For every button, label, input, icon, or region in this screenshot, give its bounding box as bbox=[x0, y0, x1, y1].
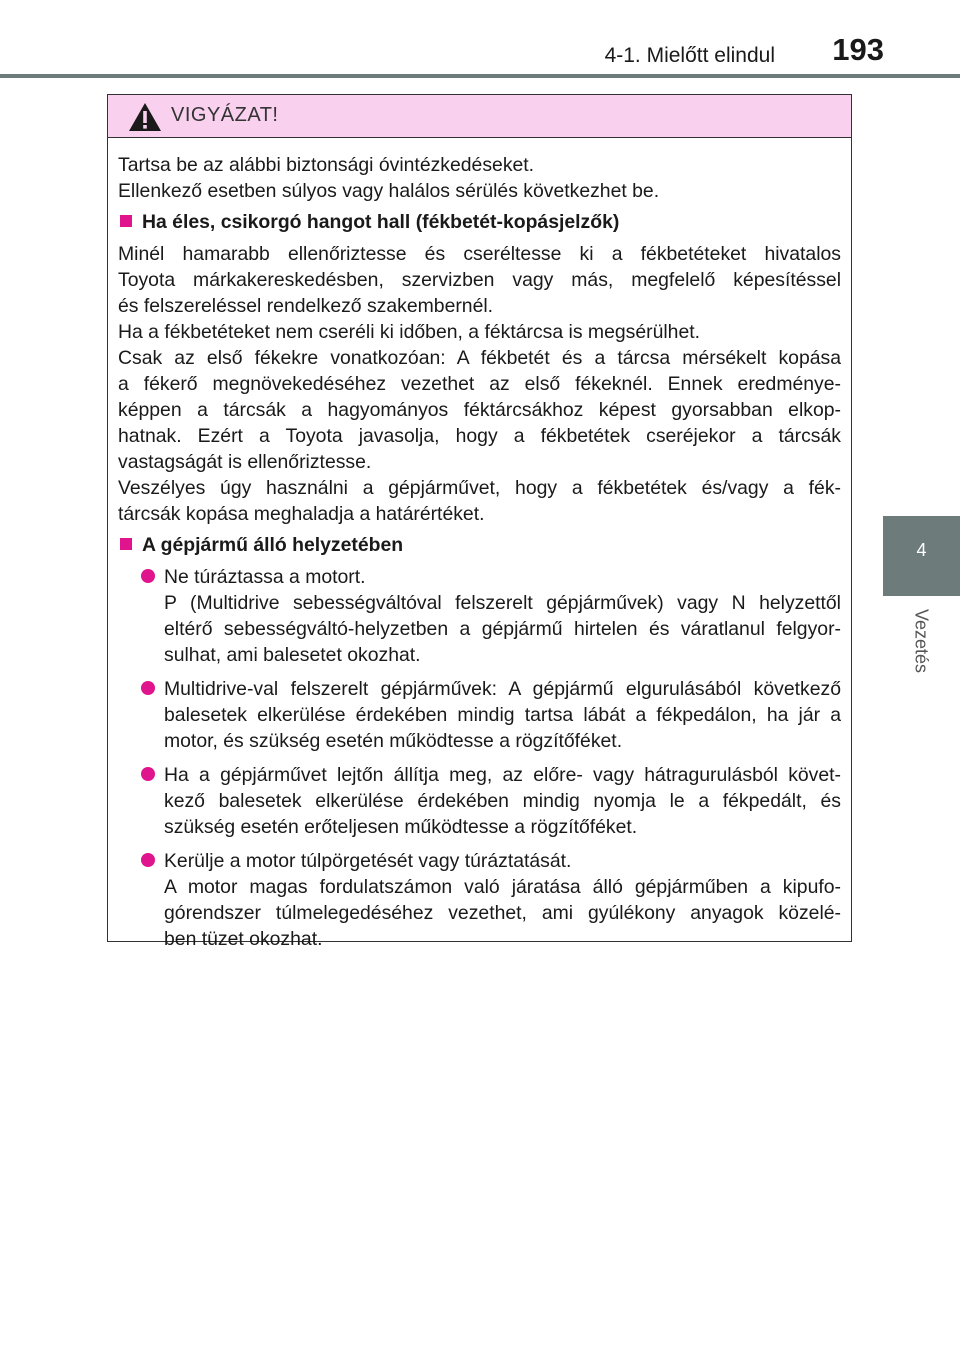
chapter-label: Vezetés bbox=[911, 608, 932, 674]
text-line: Ne túráztassa a motort. bbox=[164, 566, 366, 588]
text-line: tárcsák kopása meghaladja a határértéket. bbox=[118, 503, 485, 525]
circle-bullet-icon bbox=[141, 767, 155, 781]
text-line: Veszélyes úgy használni a gépjárművet, hogy a fékbetétek és/vagy a fék- bbox=[118, 477, 841, 499]
text-line: hatnak. Ezért a Toyota javasolja, hogy a fékbetétek cseréjekor a tárcsák bbox=[118, 425, 841, 447]
text-line: Ha a fékbetéteket nem cseréli ki időben, a féktárcsa is megsérülhet. bbox=[118, 321, 701, 343]
text-line: A motor magas fordulatszámon való járatása álló gépjárműben a kipufo- bbox=[164, 876, 841, 898]
text-line: képpen a tárcsák a hagyományos féktárcsákhoz képest gyorsabban elkop- bbox=[118, 399, 841, 421]
text-line: szükség esetén erőteljesen működtesse a rögzítőféket. bbox=[164, 816, 638, 838]
section-heading bbox=[118, 532, 841, 558]
text-line: Multidrive-val felszerelt gépjárművek: A gépjármű elgurulásából következő bbox=[164, 678, 841, 700]
section-heading-text: Ha éles, csikorgó hangot hall (fékbetét-kopásjelzők) bbox=[142, 211, 620, 233]
header-rule bbox=[0, 74, 960, 78]
circle-bullet-icon bbox=[141, 569, 155, 583]
text-line: Tartsa be az alábbi biztonsági óvintézkedéseket. bbox=[118, 154, 535, 176]
text-line: Kerülje a motor túlpörgetését vagy túráztatását. bbox=[164, 850, 572, 872]
circle-bullet-icon bbox=[141, 853, 155, 867]
paragraph bbox=[118, 345, 841, 475]
paragraph bbox=[118, 241, 841, 345]
chapter-tab[interactable] bbox=[883, 516, 960, 596]
section-heading-text: A gépjármű álló helyzetében bbox=[142, 534, 404, 556]
caution-box bbox=[107, 94, 852, 950]
text-line: Ellenkező esetben súlyos vagy halálos sérülés következhet be. bbox=[118, 180, 660, 202]
text-line: P (Multidrive sebességváltóval felszerelt gépjárművek) vagy N helyzettől bbox=[164, 592, 841, 614]
chapter-number: 4 bbox=[916, 540, 927, 560]
text-line: motor, és szükség esetén működtesse a rögzítőféket. bbox=[164, 730, 623, 752]
text-line: górendszer túlmelegedéséhez vezethet, ami gyúlékony anyagok közelé- bbox=[164, 902, 841, 924]
header-section-title: 4-1. Mielőtt elindul bbox=[604, 44, 775, 67]
square-icon bbox=[120, 538, 132, 550]
list-item bbox=[142, 848, 841, 952]
paragraph bbox=[118, 475, 841, 527]
text-line: Minél hamarabb ellenőriztesse és cseréltesse ki a fékbetéteket hivatalos bbox=[118, 243, 841, 265]
text-line: balesetek elkerülése érdekében mindig tartsa lábát a fékpedálon, ha jár a bbox=[164, 704, 841, 726]
text-line: ben tüzet okozhat. bbox=[164, 928, 323, 950]
page-number: 193 bbox=[832, 32, 884, 67]
text-line: és felszereléssel rendelkező szakembernél. bbox=[118, 295, 494, 317]
text-line: Csak az első fékekre vonatkozóan: A fékbetét és a tárcsa mérsékelt kopása bbox=[118, 347, 841, 369]
list-item bbox=[142, 564, 841, 668]
text-line: vastagságát is ellenőriztesse. bbox=[118, 451, 372, 473]
text-line: eltérő sebességváltó-helyzetben a gépjármű hirtelen és váratlanul felgyor- bbox=[164, 618, 841, 640]
text-line: sulhat, ami balesetet okozhat. bbox=[164, 644, 421, 666]
list-item bbox=[142, 676, 841, 754]
circle-bullet-icon bbox=[141, 681, 155, 695]
intro-text bbox=[118, 152, 841, 204]
caution-title: VIGYÁZAT! bbox=[171, 104, 279, 126]
text-line: kező balesetek elkerülése érdekében mindig nyomja le a fékpedált, és bbox=[164, 790, 841, 812]
text-line: Toyota márkakereskedésben, szervizben vagy más, megfelelő képesítéssel bbox=[118, 269, 841, 291]
caution-body bbox=[108, 138, 851, 952]
square-icon bbox=[120, 215, 132, 227]
text-line: a fékerő megnövekedéséhez vezethet az első fékeknél. Ennek eredménye- bbox=[118, 373, 841, 395]
list-item bbox=[142, 762, 841, 840]
warning-triangle-icon bbox=[128, 102, 162, 132]
caution-header bbox=[108, 95, 851, 138]
section-heading bbox=[118, 209, 841, 235]
text-line: Ha a gépjárművet lejtőn állítja meg, az előre- vagy hátragurulásból követ- bbox=[164, 764, 841, 786]
